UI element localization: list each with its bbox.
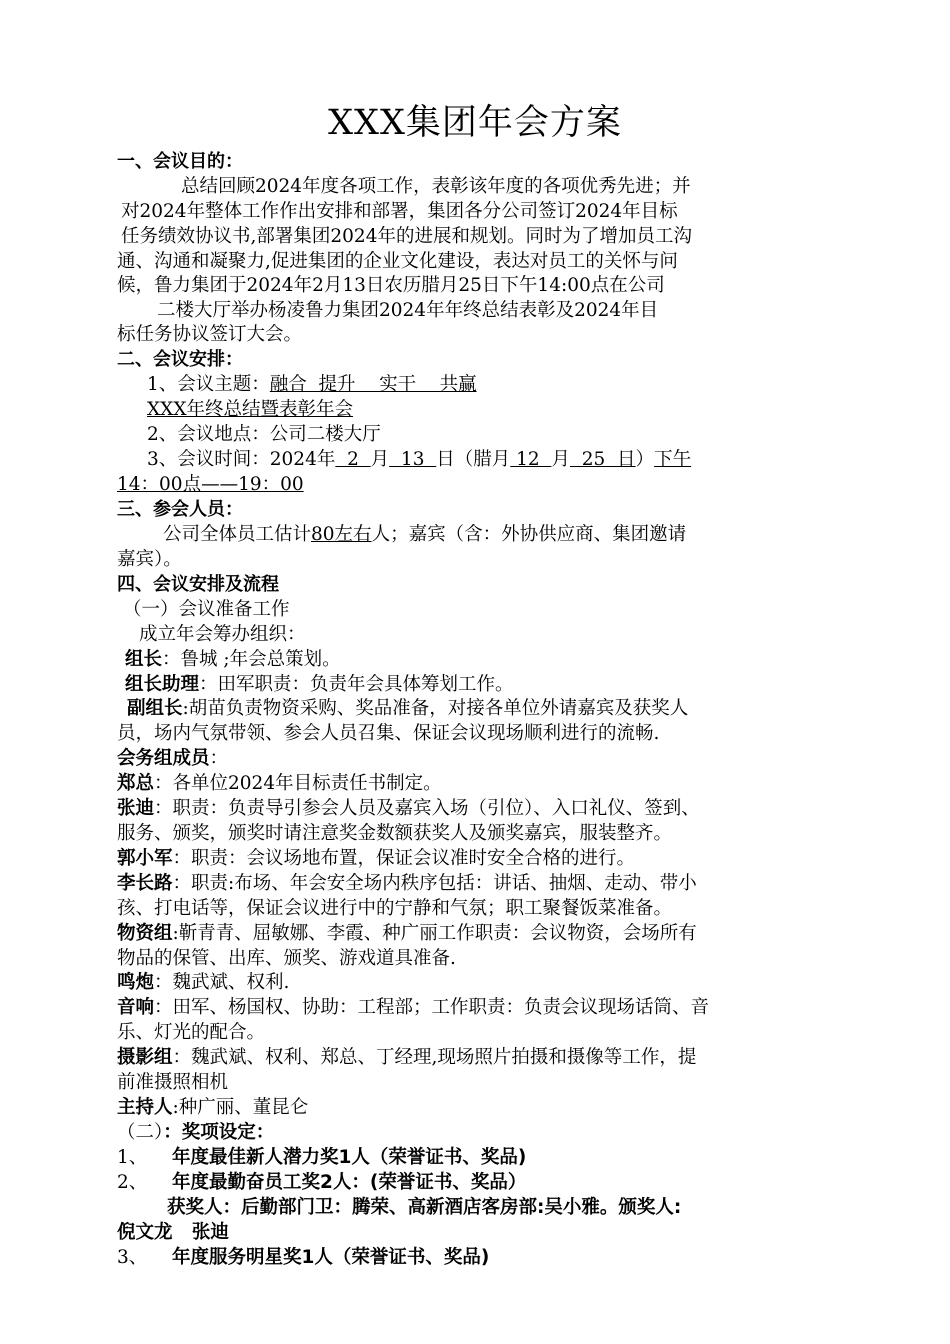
member-text: ：田军、杨国权、协助：工程部；工作职责：负责会议现场话筒、音 — [154, 997, 710, 1018]
member-text: ：职责：会议场地布置，保证会议准时安全合格的进行。 — [172, 848, 636, 869]
award-text: 年度最勤奋员工奖2人：(荣誉证书、奖品） — [172, 1172, 527, 1193]
member-text: ：职责:布场、年会安全场内秩序包括：讲话、抽烟、走动、带小 — [172, 873, 697, 894]
member-guo — [117, 847, 635, 871]
purpose-line: 候，鲁力集团于2024年2月13日农历腊月25日下午14:00点在公司 — [117, 275, 665, 296]
role-deputy — [127, 697, 688, 721]
member-zhang — [117, 797, 700, 821]
meeting-venue — [147, 423, 381, 447]
award-item — [117, 1146, 526, 1170]
team-audio — [117, 996, 709, 1020]
award-text: 年度最佳新人潜力奖1人（荣誉证书、奖品) — [172, 1147, 527, 1168]
member-text: ：职责：负责导引参会人员及嘉宾入场（引位）、入口礼仪、签到、 — [154, 798, 700, 819]
member-li — [117, 872, 697, 896]
organization-heading: 成立年会筹办组织： — [139, 624, 306, 645]
member-label: 摄影组 — [117, 1047, 173, 1068]
member-text: ：各单位2024年目标责任书制定。 — [154, 773, 442, 794]
subsection-awards — [117, 1121, 274, 1145]
attendees-text: 人；嘉宾（含：外协供应商、集团邀请 — [371, 524, 687, 545]
team-heading — [117, 747, 228, 771]
award-number: 2、 — [117, 1172, 148, 1193]
time-range: 14：00点——19：00 — [117, 474, 304, 495]
team-audio-line2: 乐、灯光的配合。 — [117, 1022, 266, 1043]
subsection-title: ：奖项设定： — [163, 1122, 275, 1143]
purpose-line: 任务绩效协议书,部署集团2024年的进展和规划。同时为了增加员工沟 — [121, 226, 692, 247]
role-assistant — [125, 673, 514, 697]
team-supplies — [117, 922, 697, 946]
purpose-line: 二楼大厅举办杨凌鲁力集团2024年年终总结表彰及2024年目 — [157, 300, 659, 321]
member-label: 李长路 — [117, 873, 173, 894]
team-label: 会务组成员 — [117, 748, 210, 769]
time-lunar-month: 12 — [510, 449, 552, 470]
theme-subtitle: XXX年终总结暨表彰年会 — [147, 399, 354, 420]
role-leader — [125, 648, 341, 672]
team-photo — [117, 1046, 696, 1070]
role-label: 组长助理 — [125, 674, 200, 695]
time-day: 13 — [389, 449, 437, 470]
member-zhang-line2: 服务、颁奖，颁奖时请注意奖金数额获奖人及颁奖嘉宾，服装整齐。 — [117, 823, 673, 844]
purpose-line: 通、沟通和凝聚力,促进集团的企业文化建设，表达对员工的关怀与问 — [117, 251, 678, 272]
member-text: ：魏武斌、权利、郑总、丁经理,现场照片拍摄和摄像等工作，提 — [172, 1047, 697, 1068]
venue-label: 2、会议地点： — [147, 424, 270, 445]
role-text: :胡苗负责物资采购、奖品准备，对接各单位外请嘉宾及获奖人 — [182, 698, 689, 719]
team-supplies-line2: 物品的保管、出库、颁奖、游戏道具准备. — [117, 948, 456, 969]
purpose-line: 标任务协议签订大会。 — [117, 324, 303, 345]
section-2-heading: 二、会议安排： — [117, 349, 243, 370]
time-month: 2 — [335, 449, 371, 470]
attendees-line — [163, 523, 686, 547]
role-label: 副组长 — [127, 698, 183, 719]
venue-value: 公司二楼大厅 — [269, 424, 381, 445]
role-deputy-line2: 员，场内气氛带领、参会人员召集、保证会议现场顺利进行的流畅. — [117, 723, 660, 744]
time-pm: 下午 — [654, 449, 692, 470]
member-label: 主持人 — [117, 1097, 173, 1118]
time-label: 3、会议时间：2024年 — [147, 449, 336, 470]
subsection-preparation: （一）会议准备工作 — [123, 599, 290, 620]
role-text: ：田军职责：负责年会具体筹划工作。 — [199, 674, 514, 695]
section-1-heading: 一、会议目的： — [117, 151, 243, 172]
member-zheng — [117, 772, 442, 796]
award-text: 年度服务明星奖1人（荣誉证书、奖品) — [172, 1247, 490, 1268]
member-label: 张迪 — [117, 798, 155, 819]
member-text: :靳青青、屈敏娜、李霞、种广丽工作职责：会议物资，会场所有 — [172, 923, 697, 944]
hosts — [117, 1096, 308, 1120]
meeting-time — [147, 448, 691, 472]
attendee-count: 80左右 — [311, 524, 372, 545]
member-label: 物资组 — [117, 923, 173, 944]
time-month-unit: 月 — [370, 449, 390, 470]
award-winners: 获奖人：后勤部门卫：腾荣、高新酒店客房部:吴小雅。颁奖人: — [167, 1197, 682, 1218]
time-lunar-month-unit: 月 — [551, 449, 570, 470]
member-text: ：魏武斌、权利. — [154, 972, 290, 993]
section-3-heading: 三、参会人员： — [117, 499, 243, 520]
purpose-line: 对2024年整体工作作出安排和部署，集团各分公司签订2024年目标 — [121, 201, 678, 222]
time-day-unit: 日（腊月 — [436, 449, 511, 470]
role-label: 组长 — [125, 649, 163, 670]
document-title: XXX集团年会方案 — [328, 103, 622, 143]
member-label: 鸣炮 — [117, 972, 155, 993]
team-colon: ： — [209, 748, 229, 769]
purpose-line: 总结回顾2024年度各项工作，表彰该年度的各项优秀先进；并 — [181, 176, 691, 197]
section-4-heading: 四、会议安排及流程 — [117, 574, 279, 595]
member-label: 郑总 — [117, 773, 155, 794]
theme-label: 1、会议主题： — [147, 374, 270, 395]
award-number: 1、 — [117, 1147, 148, 1168]
subsection-number: （二） — [117, 1122, 164, 1143]
attendees-line: 嘉宾）。 — [117, 549, 182, 570]
meeting-theme — [147, 373, 477, 397]
award-item — [117, 1246, 489, 1270]
member-label: 音响 — [117, 997, 155, 1018]
member-text: :种广丽、董昆仑 — [172, 1097, 309, 1118]
time-close: ） — [635, 449, 655, 470]
award-item — [117, 1171, 526, 1195]
time-lunar-day: 25 日 — [569, 449, 636, 470]
theme-value: 融合 提升 实干 共赢 — [269, 374, 477, 395]
team-photo-line2: 前准摄照相机 — [117, 1072, 229, 1093]
member-label: 郭小军 — [117, 848, 173, 869]
team-fireworks — [117, 971, 289, 995]
member-li-line2: 孩、打电话等，保证会议进行中的宁静和气氛；职工聚餐饭菜准备。 — [117, 898, 673, 919]
role-text: ：鲁城 ;年会总策划。 — [162, 649, 341, 670]
attendees-text: 公司全体员工估计 — [163, 524, 312, 545]
award-presenters: 倪文龙 张迪 — [117, 1222, 229, 1243]
award-number: 3、 — [117, 1247, 148, 1268]
